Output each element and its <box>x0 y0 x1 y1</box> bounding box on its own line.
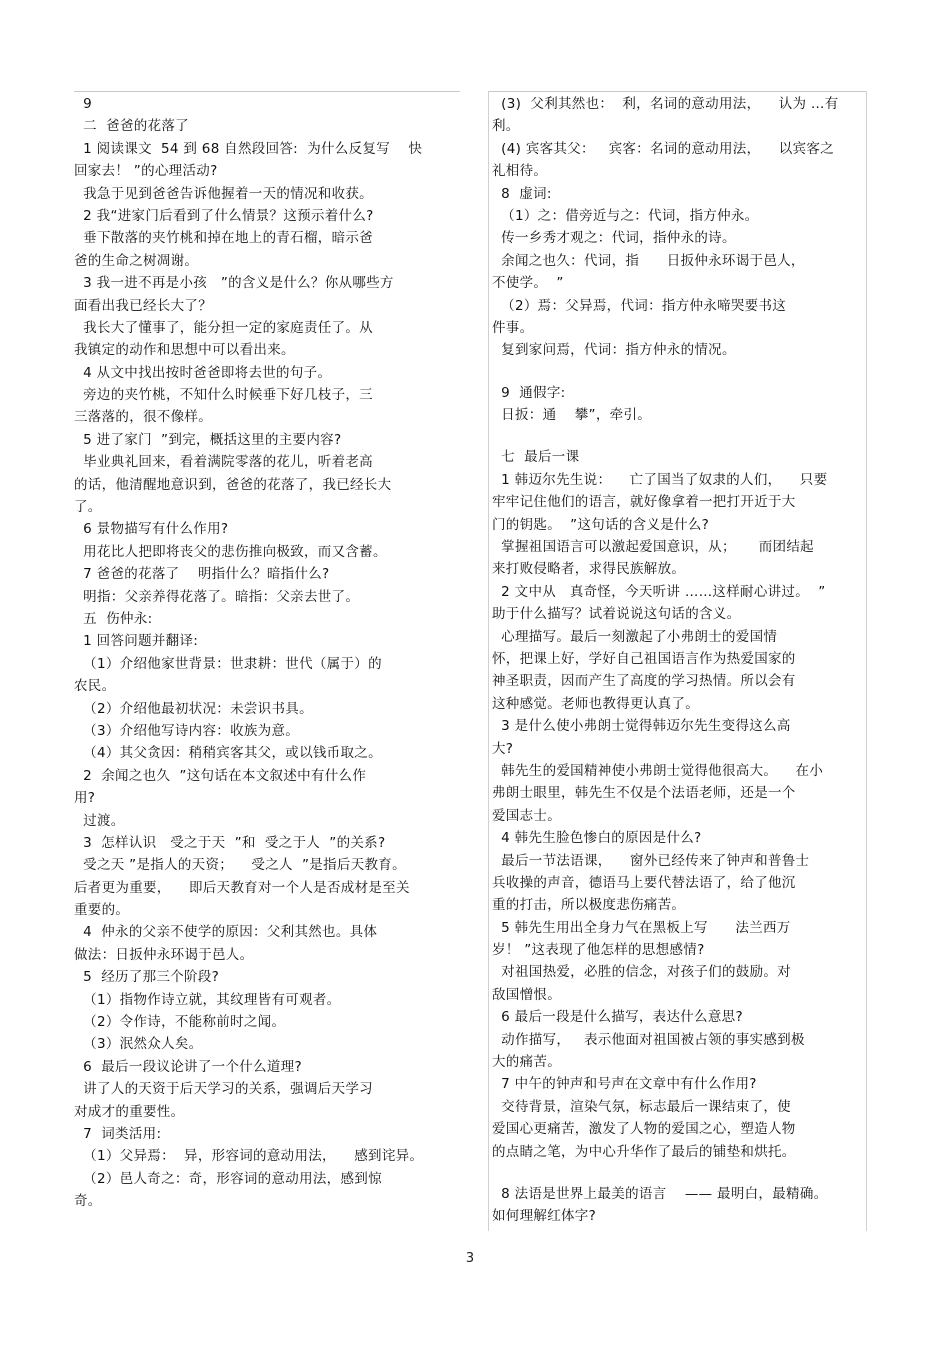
left-column-line: 重要的。 <box>74 902 130 919</box>
right-column-line: 交待背景，渲染气氛，标志最后一课结束了，使 <box>492 1098 791 1115</box>
left-column-line: 受之天 ”是指人的天资； 受之人 ”是指后天教育。 <box>74 857 406 874</box>
right-column-line <box>492 362 868 382</box>
right-column-line: 2 文中从 真奇怪，今天听讲 ……这样耐心讲过。 ” <box>492 583 826 600</box>
right-column-line: 1 韩迈尔先生说： 亡了国当了奴隶的人们， 只要 <box>492 471 828 488</box>
left-column-line: （2）令作诗，不能称前时之闻。 <box>74 1014 286 1031</box>
right-column-line: 牢牢记住他们的语言，就好像拿着一把打开近于大 <box>492 494 796 511</box>
right-column-line: 3 是什么使小弗朗士觉得韩迈尔先生变得这么高 <box>492 718 791 735</box>
right-top-rule <box>488 91 866 92</box>
right-column-line: 日扳：通 攀”，牵引。 <box>492 407 652 424</box>
right-column-line: 如何理解红体字? <box>492 1208 597 1225</box>
left-column-line: 五 伤仲永: <box>74 610 153 627</box>
left-column-line: 做法：日扳仲永环谒于邑人。 <box>74 946 254 963</box>
right-column-line: 5 韩先生用出全身力气在黑板上写 法兰西万 <box>492 919 791 936</box>
right-column-line <box>492 426 868 446</box>
left-column-line: 讲了人的天资于后天学习的关系，强调后天学习 <box>74 1081 373 1098</box>
right-column-line: (4) 宾客其父： 宾客：名词的意动用法， 以宾客之 <box>492 140 834 157</box>
right-column-line: （2）焉：父异焉，代词：指方仲永啼哭要书这 <box>492 297 787 314</box>
left-column-line: 爸的生命之树凋谢。 <box>74 252 199 269</box>
left-column-line: 6 景物描写有什么作用? <box>74 521 229 538</box>
column-divider <box>488 91 489 1231</box>
right-column-line: 传一乡秀才观之：代词，指仲永的诗。 <box>492 230 736 247</box>
left-column-line: 奇。 <box>74 1193 102 1210</box>
right-column-line: 大? <box>492 740 514 757</box>
right-column-line: 最后一节法语课， 窗外已经传来了钟声和普鲁士 <box>492 852 810 869</box>
right-column-line: 9 通假字: <box>492 384 566 401</box>
right-column-line: 的点睛之笔，为中心升华作了最后的铺垫和烘托。 <box>492 1143 796 1160</box>
right-column-line: 爱国心更痛苦，激发了人物的爱国之心，塑造人物 <box>492 1121 796 1138</box>
left-column-line: 旁边的夹竹桃，不知什么时候垂下好几枝子，三 <box>74 387 373 404</box>
left-column-line: 1 阅读课文 54 到 68 自然段回答: 为什么反复写 快 <box>74 140 423 157</box>
right-column-line: 重的打击，所以极度悲伤痛苦。 <box>492 897 686 914</box>
left-column-line: （4）其父贪因：稍稍宾客其父，或以钱币取之。 <box>74 745 382 762</box>
right-column-line: 大的痛苦。 <box>492 1054 561 1071</box>
right-column-line: 门的钥匙。 ”这句话的含义是什么? <box>492 516 710 533</box>
right-column-line: 动作描写， 表示他面对祖国被占领的事实感到极 <box>492 1031 805 1048</box>
right-column-line: 掌握祖国语言可以激起爱国意识，从； 而团结起 <box>492 539 814 556</box>
left-column-line: （2）邑人奇之：奇，形容词的意动用法，感到惊 <box>74 1170 382 1187</box>
right-column-line: 复到家问焉，代词：指方仲永的情况。 <box>492 342 736 359</box>
right-column-line: 怀，把课上好，学好自己祖国语言作为热爱国家的 <box>492 650 796 667</box>
left-column-line: 后者更为重要， 即后天教育对一个人是否成材是至关 <box>74 879 410 896</box>
left-column-line: 垂下散落的夹竹桃和掉在地上的青石榴，暗示爸 <box>74 230 373 247</box>
right-column-line: 8 虚词: <box>492 185 552 202</box>
left-column-line: 用? <box>74 790 96 807</box>
right-column-line: 件事。 <box>492 319 534 336</box>
left-column-line: 面看出我已经长大了？ <box>74 297 212 314</box>
left-column-line: （2）介绍他最初状况：未尝识书具。 <box>74 700 313 717</box>
left-column-line: 5 进了家门 ”到完，概括这里的主要内容? <box>74 431 342 448</box>
right-column-line: 余闻之也久：代词，指 日扳仲永环谒于邑人， <box>492 252 805 269</box>
left-column-line: （1）指物作诗立就，其纹理皆有可观者。 <box>74 991 341 1008</box>
right-column-line: (3) 父利其然也： 利，名词的意动用法， 认为 …有 <box>492 96 839 112</box>
left-column <box>74 93 464 1213</box>
left-column-line: （1）父异焉： 异，形容词的意动用法， 感到诧异。 <box>74 1148 424 1165</box>
right-column-line: 这种感觉。老师也教得更认真了。 <box>492 695 699 712</box>
right-column-line: 神圣职责，因而产生了高度的学习热情。所以会有 <box>492 673 796 690</box>
right-column-line: 对祖国热爱，必胜的信念，对孩子们的鼓励。对 <box>492 964 791 981</box>
right-column-line: 七 最后一课 <box>492 449 580 466</box>
right-column-line: 弗朗士眼里，韩先生不仅是个法语老师，还是一个 <box>492 785 796 802</box>
right-column-line: 7 中午的钟声和号声在文章中有什么作用? <box>492 1076 757 1093</box>
right-column <box>492 93 868 1228</box>
right-column-line: 4 韩先生脸色惨白的原因是什么? <box>492 830 702 847</box>
left-column-line: 6 最后一段议论讲了一个什么道理? <box>74 1058 302 1075</box>
right-column-line: 心理描写。最后一刻激起了小弗朗士的爱国情 <box>492 628 778 645</box>
left-column-line: 7 词类活用: <box>74 1125 162 1142</box>
left-column-line: 回家去！ ”的心理活动? <box>74 163 218 180</box>
right-column-line: 爱国志士。 <box>492 807 561 824</box>
left-column-line: 我急于见到爸爸告诉他握着一天的情况和收获。 <box>74 185 373 202</box>
left-column-line: 2 余闻之也久 ”这句话在本文叙述中有什么作 <box>74 767 367 784</box>
right-column-line: 助于什么描写？试着说说这句话的含义。 <box>492 606 741 623</box>
left-column-line: 3 我一进不再是小孩 ”的含义是什么？你从哪些方 <box>74 275 394 292</box>
right-column-line: 6 最后一段是什么描写，表达什么意思? <box>492 1009 743 1026</box>
left-column-line: （1）介绍他家世背景：世隶耕：世代（属于）的 <box>74 655 382 672</box>
left-column-line: 5 经历了那三个阶段? <box>74 969 220 986</box>
right-column-line: 敌国憎恨。 <box>492 986 561 1003</box>
left-column-line: 农民。 <box>74 678 116 695</box>
left-column-line: 我长大了懂事了，能分担一定的家庭责任了。从 <box>74 319 373 336</box>
left-column-line: 4 仲永的父亲不使学的原因：父利其然也。具体 <box>74 924 378 941</box>
left-column-line: 二 爸爸的花落了 <box>74 118 189 135</box>
left-column-line: 4 从文中找出按时爸爸即将去世的句子。 <box>74 364 332 381</box>
page-number: 3 <box>465 1251 475 1266</box>
right-column-line: 来打败侵略者，求得民族解放。 <box>492 561 686 578</box>
left-column-line: 用花比人把即将丧父的悲伤推向极致，而又含蓄。 <box>74 543 387 560</box>
right-column-line: 兵收操的声音，德语马上要代替法语了，给了他沉 <box>492 874 796 891</box>
right-column-line: 利。 <box>492 118 520 135</box>
left-column-line: 我镇定的动作和思想中可以看出来。 <box>74 342 295 359</box>
right-column-line: 8 法语是世界上最美的语言 —— 最明白，最精确。 <box>492 1185 828 1202</box>
right-column-line: （1）之：借旁近与之：代词，指方仲永。 <box>492 207 759 224</box>
left-column-line: 1 回答问题并翻译: <box>74 633 199 650</box>
left-column-line: （3）介绍他写诗内容：收族为意。 <box>74 722 300 739</box>
right-column-line: 不使学。 ” <box>492 275 564 292</box>
left-column-line: 明指：父亲养得花落了。暗指：父亲去世了。 <box>74 588 360 605</box>
left-column-line: 毕业典礼回来，看着满院零落的花儿，听着老高 <box>74 454 373 471</box>
right-column-line: 岁！ ”这表现了他怎样的思想感情? <box>492 942 705 959</box>
left-column-line: 对成才的重要性。 <box>74 1103 185 1120</box>
left-column-line: 三落落的，很不像样。 <box>74 409 212 426</box>
right-column-line: 礼相待。 <box>492 163 548 180</box>
left-column-line: （3）泯然众人矣。 <box>74 1036 203 1053</box>
left-top-rule <box>74 91 460 92</box>
left-column-line: 7 爸爸的花落了 明指什么？暗指什么? <box>74 566 330 583</box>
left-column-line: 2 我“进家门后看到了什么情景？这预示着什么? <box>74 207 374 224</box>
right-column-line: 韩先生的爱国精神使小弗朗士觉得他很高大。 在小 <box>492 762 824 779</box>
left-column-line: 了。 <box>74 499 102 516</box>
left-column-line: 过渡。 <box>74 812 125 829</box>
left-column-line: 3 怎样认识 受之于天 ”和 受之于人 ”的关系? <box>74 834 386 851</box>
left-column-line: 的话，他清醒地意识到，爸爸的花落了，我已经长大 <box>74 476 392 493</box>
right-column-line <box>492 1163 868 1183</box>
left-column-line: 9 <box>74 96 93 112</box>
